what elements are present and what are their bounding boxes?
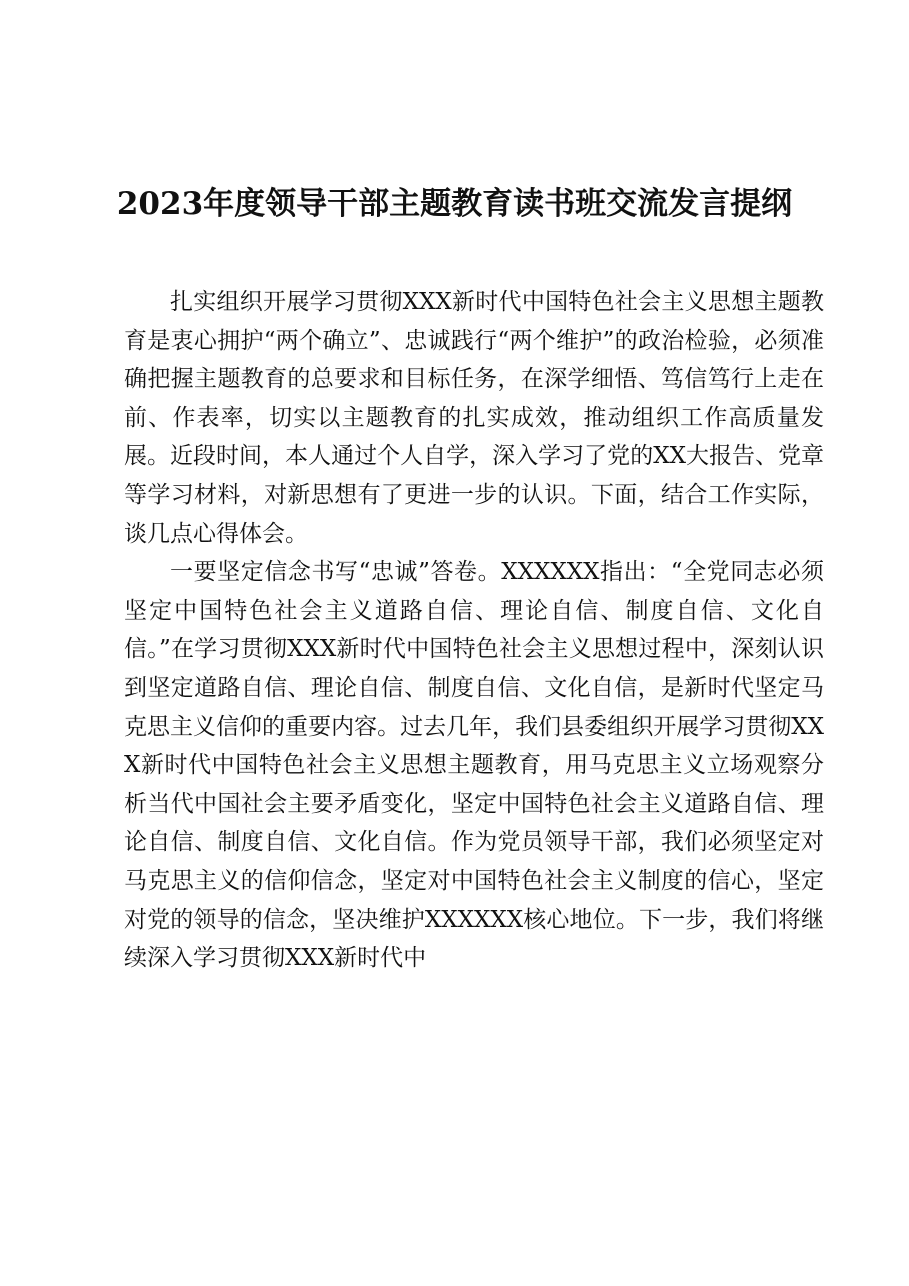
document-body [124, 283, 824, 978]
paragraph-point-one: 一要坚定信念书写“忠诚”答卷。XXXXXX指出：“全党同志必须坚定中国特色社会主义道路自信、理论自信、制度自信、文化自信。”在学习贯彻XXX新时代中国特色社会主义思想过程中，深刻认识到坚定道路自信、理论自信、制度自信、文化自信，是新时代坚定马克思主义信仰的重要内容。过去几年，我们县委组织开展学习贯彻XXX新时代中国特色社会主义思想主题教育，用马克思主义立场观察分析当代中国社会主要矛盾变化，坚定中国特色社会主义道路自信、理论自信、制度自信、文化自信。作为党员领导干部，我们必须坚定对马克思主义的信仰信念，坚定对中国特色社会主义制度的信心，坚定对党的领导的信念，坚决维护XXXXXX核心地位。下一步，我们将继续深入学习贯彻XXX新时代中 [124, 559, 824, 972]
paragraph-intro: 扎实组织开展学习贯彻XXX新时代中国特色社会主义思想主题教育是衷心拥护“两个确立”、忠诚践行“两个维护”的政治检验，必须准确把握主题教育的总要求和目标任务，在深学细悟、笃信笃行上走在前、作表率，切实以主题教育的扎实成效，推动组织工作高质量发展。近段时间，本人通过个人自学，深入学习了党的XX大报告、党章等学习材料，对新思想有了更进一步的认识。下面，结合工作实际，谈几点心得体会。 [124, 289, 824, 547]
document-title: 2023年度领导干部主题教育读书班交流发言提纲 [116, 186, 793, 222]
